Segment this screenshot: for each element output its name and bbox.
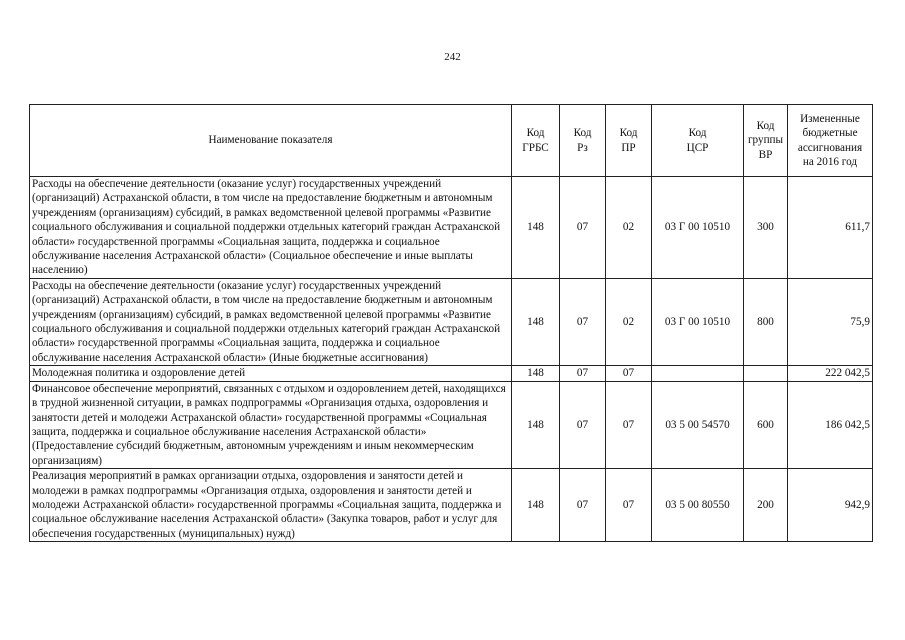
table-row (30, 381, 873, 468)
row-csr: 03 Г 00 10510 (652, 278, 744, 365)
row-vr: 200 (744, 469, 788, 542)
row-grbs: 148 (512, 278, 560, 365)
page-number: 242 (444, 51, 461, 63)
row-pr: 07 (606, 469, 652, 542)
table-row (30, 469, 873, 542)
row-pr: 02 (606, 278, 652, 365)
row-amount: 186 042,5 (788, 381, 873, 468)
row-rz: 07 (560, 177, 606, 279)
header-name: Наименование показателя (30, 105, 512, 177)
row-name: Расходы на обеспечение деятельности (оказание услуг) государственных учреждений (организаций) Астраханской области, в том числе на предоставление бюджетным и автономным учреждениям (организациям) субсидий, в рамках ведомственной целевой программы «Развитие социального обслуживания и социальной поддержки отдельных категорий граждан Астраханской области» государственной программы «Социальная защита, поддержка и социальное обслуживание населения Астраханской области» (Иные бюджетные ассигнования) (30, 278, 512, 365)
header-pr: Код ПР (606, 105, 652, 177)
row-csr: 03 5 00 80550 (652, 469, 744, 542)
header-csr: Код ЦСР (652, 105, 744, 177)
row-vr: 300 (744, 177, 788, 279)
table-header-row (30, 105, 873, 177)
header-amount: Измененные бюджетные ассигнования на 2016 год (788, 105, 873, 177)
row-rz: 07 (560, 278, 606, 365)
row-csr: 03 Г 00 10510 (652, 177, 744, 279)
row-name: Финансовое обеспечение мероприятий, связанных с отдыхом и оздоровлением детей, находящихся в трудной жизненной ситуации, в рамках подпрограммы «Организация отдыха, оздоровления и занятости детей и молодежи Астраханской области» государственной программы «Социальная защита, поддержка и социальное обслуживание населения Астраханской области» (Предоставление субсидий бюджетным, автономным учреждениям и иным некоммерческим организациям) (30, 381, 512, 468)
row-rz: 07 (560, 366, 606, 381)
row-pr: 07 (606, 381, 652, 468)
row-name: Молодежная политика и оздоровление детей (30, 366, 512, 381)
row-amount: 222 042,5 (788, 366, 873, 381)
header-rz: Код Рз (560, 105, 606, 177)
row-vr: 600 (744, 381, 788, 468)
row-csr (652, 366, 744, 381)
row-name: Расходы на обеспечение деятельности (оказание услуг) государственных учреждений (организаций) Астраханской области, в том числе на предоставление бюджетным и автономным учреждениям (организациям) субсидий, в рамках ведомственной целевой программы «Развитие социального обслуживания и социальной поддержки отдельных категорий граждан Астраханской области» государственной программы «Социальная защита, поддержка и социальное обслуживание населения Астраханской области» (Социальное обеспечение и иные выплаты населению) (30, 177, 512, 279)
row-vr (744, 366, 788, 381)
row-amount: 75,9 (788, 278, 873, 365)
row-amount: 611,7 (788, 177, 873, 279)
row-name: Реализация мероприятий в рамках организации отдыха, оздоровления и занятости детей и молодежи в рамках подпрограммы «Организация отдыха, оздоровления и занятости детей и молодежи Астраханской области» государственной программы «Социальная защита, поддержка и социальное обслуживание населения Астраханской области» (Закупка товаров, работ и услуг для обеспечения государственных (муниципальных) нужд) (30, 469, 512, 542)
row-grbs: 148 (512, 381, 560, 468)
table-row (30, 278, 873, 365)
table-row (30, 366, 873, 381)
row-vr: 800 (744, 278, 788, 365)
row-pr: 02 (606, 177, 652, 279)
row-rz: 07 (560, 381, 606, 468)
row-grbs: 148 (512, 366, 560, 381)
row-csr: 03 5 00 54570 (652, 381, 744, 468)
budget-table (29, 104, 873, 542)
row-grbs: 148 (512, 177, 560, 279)
row-rz: 07 (560, 469, 606, 542)
row-pr: 07 (606, 366, 652, 381)
table-row (30, 177, 873, 279)
header-vr: Код группы ВР (744, 105, 788, 177)
row-grbs: 148 (512, 469, 560, 542)
row-amount: 942,9 (788, 469, 873, 542)
header-grbs: Код ГРБС (512, 105, 560, 177)
